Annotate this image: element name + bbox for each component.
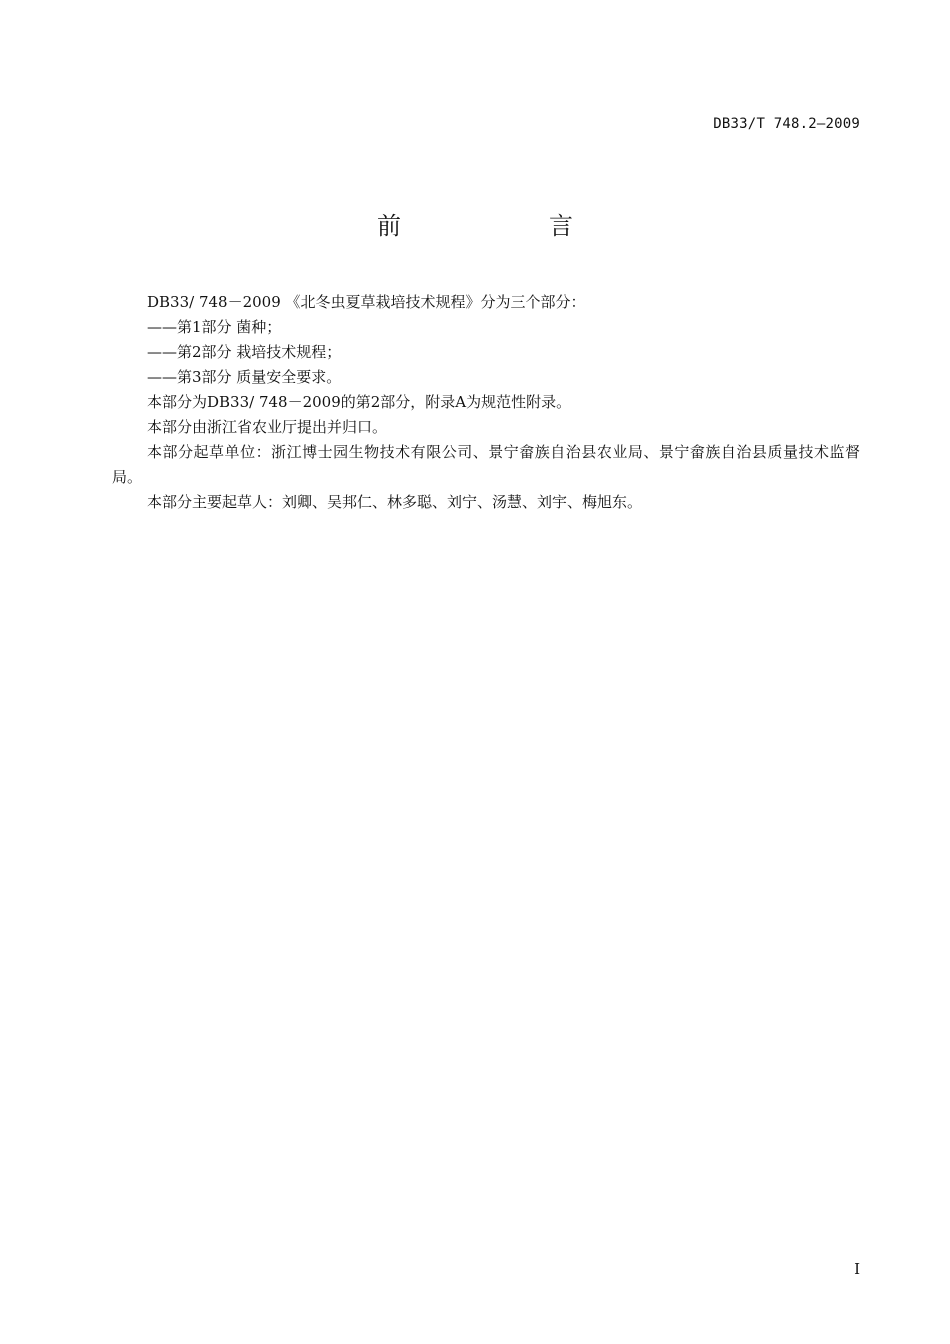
paragraph-this-part: 本部分为DB33/ 748－2009的第2部分，附录A为规范性附录。 — [147, 393, 572, 411]
paragraph-part-2: ——第2部分 栽培技术规程； — [147, 343, 342, 361]
paragraph-part-3: ——第3部分 质量安全要求。 — [147, 368, 342, 386]
paragraph-main-drafters: 本部分主要起草人：刘卿、吴邦仁、林多聪、刘宁、汤慧、刘宇、梅旭东。 — [147, 493, 643, 511]
document-code: DB33/T 748.2—2009 — [713, 116, 860, 132]
page-title: 前 言 — [377, 212, 635, 240]
paragraph-parts-overview: DB33/ 748－2009 《北冬虫夏草栽培技术规程》分为三个部分： — [147, 293, 586, 311]
paragraph-part-1: ——第1部分 菌种； — [147, 318, 282, 336]
paragraph-proposed-by: 本部分由浙江省农业厅提出并归口。 — [147, 418, 388, 436]
paragraph-drafting-units: 本部分起草单位：浙江博士园生物技术有限公司、景宁畲族自治县农业局、景宁畲族自治县质量技术监督局。 — [112, 443, 860, 486]
page-number: I — [854, 1260, 860, 1278]
preface-body — [112, 290, 860, 515]
